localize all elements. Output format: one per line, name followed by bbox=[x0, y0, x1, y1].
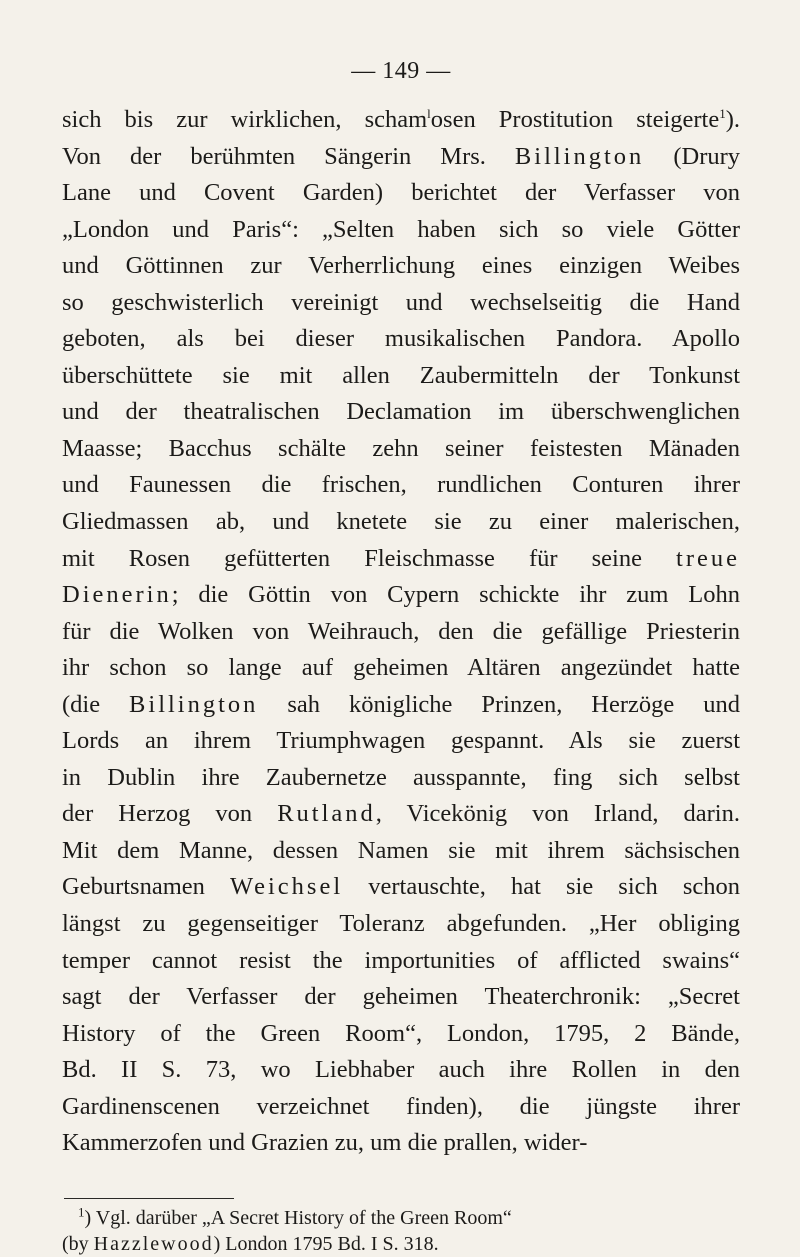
main-text bbox=[62, 102, 740, 1162]
text-line-17: (die Billington sah königliche Prinzen, Herzöge und bbox=[62, 690, 740, 718]
text-line-8: überschüttete sie mit allen Zaubermitteln der Tonkunst bbox=[62, 361, 740, 389]
footnote-marker: 1 bbox=[78, 1204, 85, 1220]
footnote-divider bbox=[64, 1198, 234, 1199]
text-line-24: temper cannot resist the importunities of afflicted swains“ bbox=[62, 946, 740, 974]
text-line-11: und Faunessen die frischen, rundlichen Conturen ihrer bbox=[62, 471, 740, 499]
footnote-ref: 1 bbox=[719, 105, 726, 121]
text-line-28: Gardinenscenen verzeichnet finden), die jüngste ihrer bbox=[62, 1092, 740, 1120]
text-line-15: für die Wolken von Weihrauch, den die gefällige Priesterin bbox=[62, 617, 740, 645]
text-line-23: längst zu gegenseitiger Toleranz abgefunden. „Her obliging bbox=[62, 910, 740, 938]
book-page bbox=[62, 56, 740, 1257]
footnote-line-2: (by Hazzlewood) London 1795 Bd. I S. 318. bbox=[62, 1232, 439, 1255]
footnote-line-1: $^1$) Vgl. darüber „A Secret History of the Green Room“ bbox=[78, 1204, 512, 1229]
text-line-2: Von der berühmten Sängerin Mrs. Billington (Drury bbox=[62, 142, 740, 170]
text-line-29: Kammerzofen und Grazien zu, um die prallen, wider- bbox=[62, 1129, 588, 1157]
footnote bbox=[62, 1205, 740, 1257]
text-line-4: „London und Paris“: „Selten haben sich so viele Götter bbox=[62, 215, 740, 243]
page-number: — 149 — bbox=[351, 58, 451, 84]
text-line-26: History of the Green Room“, London, 1795, 2 Bände, bbox=[62, 1019, 740, 1047]
text-line-3: Lane und Covent Garden) berichtet der Verfasser von bbox=[62, 179, 740, 207]
text-line-12: Gliedmassen ab, und knetete sie zu einer malerischen, bbox=[62, 508, 740, 536]
text-line-25: sagt der Verfasser der geheimen Theaterchronik: „Secret bbox=[62, 983, 740, 1011]
text-line-21: Mit dem Manne, dessen Namen sie mit ihrem sächsischen bbox=[62, 836, 740, 864]
text-line-10: Maasse; Bacchus schälte zehn seiner feistesten Mänaden bbox=[62, 434, 740, 462]
text-line-13: mit Rosen gefütterten Fleischmasse für seine treue bbox=[62, 544, 740, 572]
text-line-20: der Herzog von Rutland, Vicekönig von Irland, darin. bbox=[62, 800, 740, 828]
text-line-7: geboten, als bei dieser musikalischen Pandora. Apollo bbox=[62, 325, 740, 353]
text-line-9: und der theatralischen Declamation im überschwenglichen bbox=[62, 398, 740, 426]
text-line-5: und Göttinnen zur Verherrlichung eines einzigen Weibes bbox=[62, 252, 740, 280]
text-line-14: Dienerin; die Göttin von Cypern schickte ihr zum Lohn bbox=[62, 581, 740, 609]
text-line-18: Lords an ihrem Triumphwagen gespannt. Als sie zuerst bbox=[62, 727, 740, 755]
text-line-19: in Dublin ihre Zaubernetze ausspannte, fing sich selbst bbox=[62, 763, 740, 791]
text-line-6: so geschwisterlich vereinigt und wechselseitig die Hand bbox=[62, 288, 740, 316]
text-line-1: sich bis zur wirklichen, scham$^l$osen Prostitution steigerte$^1$). bbox=[62, 105, 740, 133]
text-line-16: ihr schon so lange auf geheimen Altären angezündet hatte bbox=[62, 654, 740, 682]
text-line-22: Geburtsnamen Weichsel vertauschte, hat sie sich schon bbox=[62, 873, 740, 901]
text-line-27: Bd. II S. 73, wo Liebhaber auch ihre Rollen in den bbox=[62, 1056, 740, 1084]
